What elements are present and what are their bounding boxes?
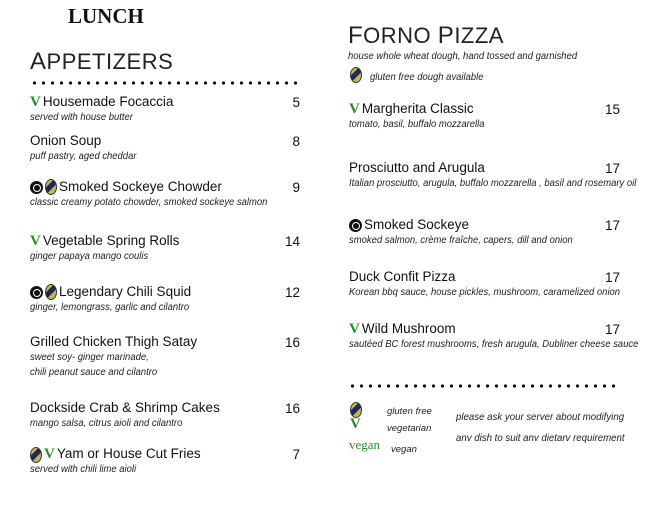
menu-item-description: puff pastry, aged cheddar — [30, 150, 137, 162]
menu-item-name — [349, 217, 469, 232]
heading-initial: F — [348, 22, 364, 49]
vegetarian-icon: V — [44, 446, 55, 462]
dietary-note-line2: anv dish to suit anv dietarv requirement — [456, 432, 625, 444]
item-name-text: Housemade Focaccia — [42, 94, 174, 110]
appetizers-heading — [30, 48, 173, 76]
menu-item-price: 15 — [604, 102, 620, 117]
item-name-text: Legendary Chili Squid — [59, 284, 192, 299]
pizza-heading — [348, 22, 504, 50]
ocean-wise-icon — [30, 181, 43, 194]
gluten-free-icon — [45, 284, 57, 300]
menu-title: LUNCH — [68, 4, 144, 28]
menu-item-name — [30, 446, 201, 463]
heading-initial: A — [30, 48, 47, 75]
menu-item-price: 8 — [292, 134, 300, 149]
vegan-icon: vegan — [349, 437, 381, 452]
gluten-free-icon — [350, 66, 364, 84]
vegetarian-icon: V — [30, 94, 41, 110]
menu-item-price: 12 — [284, 285, 300, 300]
menu-item-name — [349, 269, 456, 284]
menu-item-name — [30, 334, 197, 349]
heading-initial: P — [437, 22, 455, 49]
menu-item-description: chili peanut sauce and cilantro — [30, 366, 158, 378]
menu-item-description: classic creamy potato chowder, smoked sockeye salmon — [30, 196, 268, 208]
item-name-text: Smoked Sockeye — [364, 217, 470, 232]
menu-item-name — [30, 400, 220, 415]
menu-item-name — [349, 160, 485, 175]
menu-item-name — [30, 94, 173, 111]
heading-rest: PPETIZERS — [46, 49, 174, 74]
menu-item-price: 5 — [292, 95, 300, 110]
gluten-free-icon — [30, 447, 42, 463]
legend-vegan: vegan — [391, 444, 417, 455]
menu-item-price: 7 — [292, 447, 300, 462]
item-name-text: Smoked Sockeye Chowder — [59, 179, 222, 194]
menu-item-description: served with house butter — [30, 111, 133, 123]
item-name-text: Grilled Chicken Thigh Satay — [30, 334, 198, 349]
menu-item-price: 16 — [284, 401, 300, 416]
heading-rest: IZZA — [454, 23, 504, 48]
menu-item-description: ginger papaya mango coulis — [30, 250, 149, 262]
menu-item-price: 9 — [292, 180, 300, 195]
menu-item-name — [30, 179, 222, 195]
menu-item-description: Italian prosciutto, arugula, buffalo mozzarella , basil and rosemary oil — [349, 177, 637, 189]
vegetarian-icon: V — [30, 233, 41, 249]
menu-item-price: 17 — [604, 218, 620, 233]
menu-item-description: smoked salmon, crème fraîche, capers, dill and onion — [349, 234, 573, 246]
menu-item-description: ginger, lemongrass, garlic and cilantro — [30, 301, 190, 313]
heading-rest: ORNO — [363, 23, 432, 48]
item-name-text: Dockside Crab & Shrimp Cakes — [30, 400, 220, 415]
menu-item-description: served with chili lime aioli — [30, 463, 137, 475]
dietary-note-line1: please ask your server about modifying — [456, 411, 625, 423]
item-name-text: Prosciutto and Arugula — [349, 160, 485, 175]
vegetarian-icon: V — [350, 416, 361, 432]
menu-item-name — [30, 133, 101, 148]
menu-item-name — [30, 284, 191, 300]
menu-item-description: Korean bbq sauce, house pickles, mushroom, caramelized onion — [349, 286, 621, 298]
item-name-text: Onion Soup — [30, 133, 102, 148]
divider — [348, 384, 618, 388]
item-name-text: Vegetable Spring Rolls — [42, 233, 180, 249]
menu-item-price: 14 — [284, 234, 300, 249]
menu-item-price: 17 — [604, 270, 620, 285]
menu-item-name — [349, 321, 456, 338]
vegetarian-icon: V — [349, 101, 360, 117]
menu-item-description: sautéed BC forest mushrooms, fresh arugula, Dubliner cheese sauce — [349, 338, 639, 350]
ocean-wise-icon — [30, 286, 43, 299]
pizza-subtitle: house whole wheat dough, hand tossed and garnished — [348, 50, 578, 62]
gf-note: gluten free dough available — [370, 71, 484, 83]
menu-item-price: 17 — [604, 161, 620, 176]
ocean-wise-icon — [349, 219, 362, 232]
divider — [30, 81, 300, 85]
menu-item-name — [30, 233, 179, 250]
menu-item-description: tomato, basil, buffalo mozzarella — [349, 118, 485, 130]
menu-item-price: 17 — [604, 322, 620, 337]
menu-item-description: sweet soy- ginger marinade, — [30, 351, 149, 363]
gluten-free-icon — [45, 179, 57, 195]
menu-item-description: mango salsa, citrus aioli and cilantro — [30, 417, 183, 429]
item-name-text: Yam or House Cut Fries — [56, 446, 201, 462]
item-name-text: Duck Confit Pizza — [349, 269, 456, 284]
menu-item-name — [349, 101, 474, 118]
vegetarian-icon: V — [349, 321, 360, 337]
menu-item-price: 16 — [284, 335, 300, 350]
legend-gluten-free: gluten free — [387, 406, 432, 417]
legend-vegetarian: vegetarian — [387, 423, 432, 434]
item-name-text: Wild Mushroom — [361, 321, 456, 337]
item-name-text: Margherita Classic — [361, 101, 474, 117]
